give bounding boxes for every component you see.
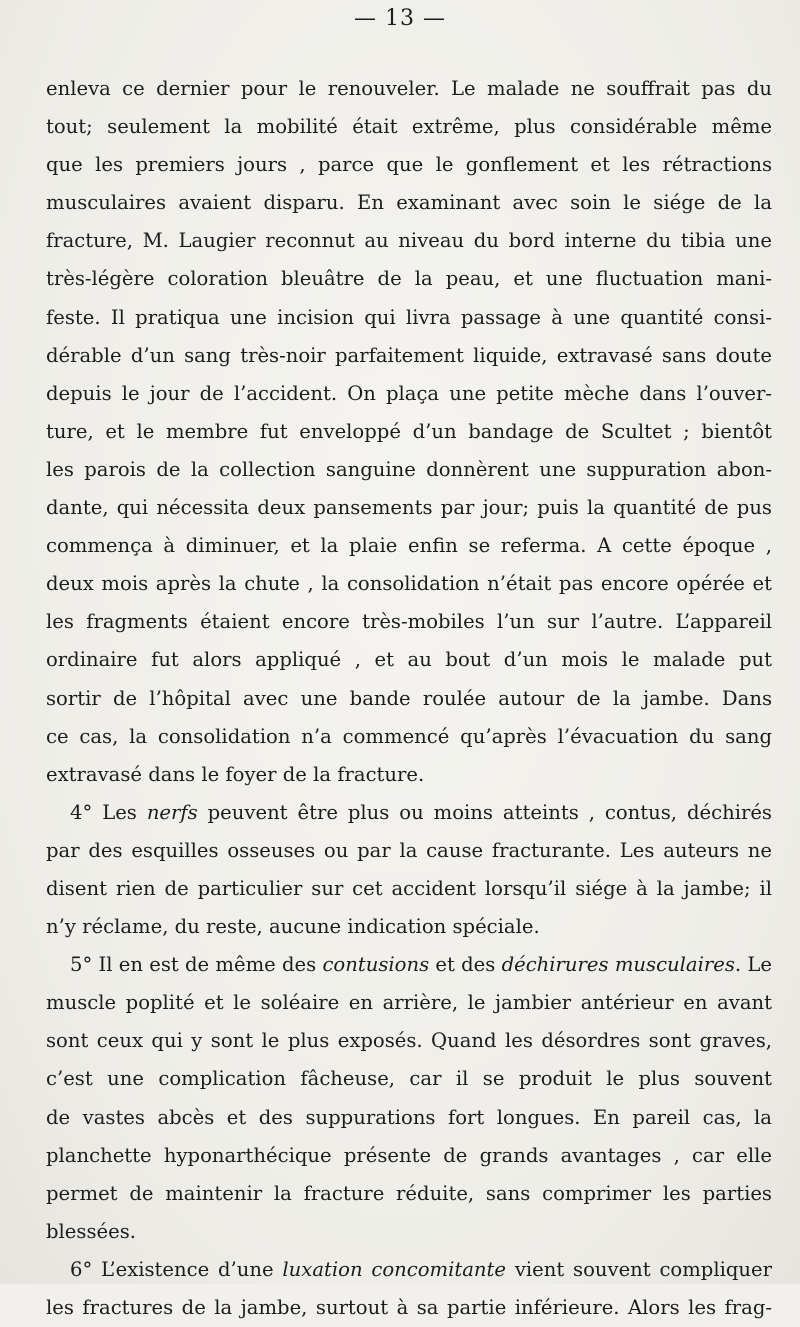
text-line: planchette hyponarthécique présente de grands avantages , car elle bbox=[46, 1143, 772, 1167]
text-line: deux mois après la chute , la consolidation n’était pas encore opérée et bbox=[46, 572, 772, 596]
paragraph-nerfs bbox=[46, 794, 772, 946]
text-line: n’y réclame, du reste, aucune indication spéciale. bbox=[46, 915, 540, 939]
text-line: depuis le jour de l’accident. On plaça une petite mèche dans l’ouver- bbox=[46, 381, 772, 405]
text-line: ture, et le membre fut enveloppé d’un bandage de Scultet ; bientôt bbox=[46, 419, 772, 443]
text-line: feste. Il pratiqua une incision qui livra passage à une quantité consi- bbox=[46, 305, 772, 329]
text-line: dante, qui nécessita deux pansements par jour; puis la quantité de pus bbox=[46, 496, 772, 520]
paragraph-contusions bbox=[46, 946, 772, 1251]
page-number: — 13 — bbox=[354, 6, 446, 31]
text-line: muscle poplité et le soléaire en arrière, le jambier antérieur en avant bbox=[46, 991, 772, 1015]
text-line: ordinaire fut alors appliqué , et au bout d’un mois le malade put bbox=[46, 648, 772, 672]
text-line: disent rien de particulier sur cet accident lorsqu’il siége à la jambe; il bbox=[46, 876, 772, 900]
text-line: 6° L’existence d’une luxation concomitante vient souvent compliquer bbox=[70, 1257, 772, 1281]
text-line: sont ceux qui y sont le plus exposés. Quand les désordres sont graves, bbox=[46, 1029, 772, 1053]
text-line: 5° Il en est de même des contusions et des déchirures musculaires. Le bbox=[70, 953, 772, 977]
text-line: sortir de l’hôpital avec une bande roulée autour de la jambe. Dans bbox=[46, 686, 772, 710]
text-line: 4° Les nerfs peuvent être plus ou moins atteints , contus, déchirés bbox=[70, 800, 772, 824]
text-line: fracture, M. Laugier reconnut au niveau du bord interne du tibia une bbox=[46, 229, 772, 253]
paragraph-1 bbox=[46, 70, 772, 794]
text-line: les fragments étaient encore très-mobiles l’un sur l’autre. L’appareil bbox=[46, 610, 772, 634]
text-line: commença à diminuer, et la plaie enfin se referma. A cette époque , bbox=[46, 534, 772, 558]
text-line: de vastes abcès et des suppurations fort longues. En pareil cas, la bbox=[46, 1105, 772, 1129]
text-line: enleva ce dernier pour le renouveler. Le malade ne souffrait pas du bbox=[46, 77, 772, 100]
text-line: ce cas, la consolidation n’a commencé qu’après l’évacuation du sang bbox=[46, 724, 772, 748]
text-line: les parois de la collection sanguine donnèrent une suppuration abon- bbox=[46, 457, 772, 481]
text-line: que les premiers jours , parce que le gonflement et les rétractions bbox=[46, 153, 772, 177]
text-line: c’est une complication fâcheuse, car il se produit le plus souvent bbox=[46, 1067, 772, 1091]
text-line: par des esquilles osseuses ou par la cause fracturante. Les auteurs ne bbox=[46, 838, 772, 862]
text-line: musculaires avaient disparu. En examinant avec soin le siége de la bbox=[46, 191, 772, 215]
text-line: très-légère coloration bleuâtre de la peau, et une fluctuation mani- bbox=[46, 267, 772, 291]
body-text bbox=[46, 70, 772, 1327]
text-line: extravasé dans le foyer de la fracture. bbox=[46, 762, 425, 786]
text-line: permet de maintenir la fracture réduite, sans comprimer les parties bbox=[46, 1181, 772, 1205]
text-line: tout; seulement la mobilité était extrême, plus considérable même bbox=[46, 115, 772, 139]
paragraph-luxation bbox=[46, 1251, 772, 1327]
text-line: les fractures de la jambe, surtout à sa partie inférieure. Alors les frag- bbox=[46, 1296, 772, 1319]
text-line: dérable d’un sang très-noir parfaitement liquide, extravasé sans doute bbox=[46, 343, 772, 367]
text-line: blessées. bbox=[46, 1219, 136, 1243]
